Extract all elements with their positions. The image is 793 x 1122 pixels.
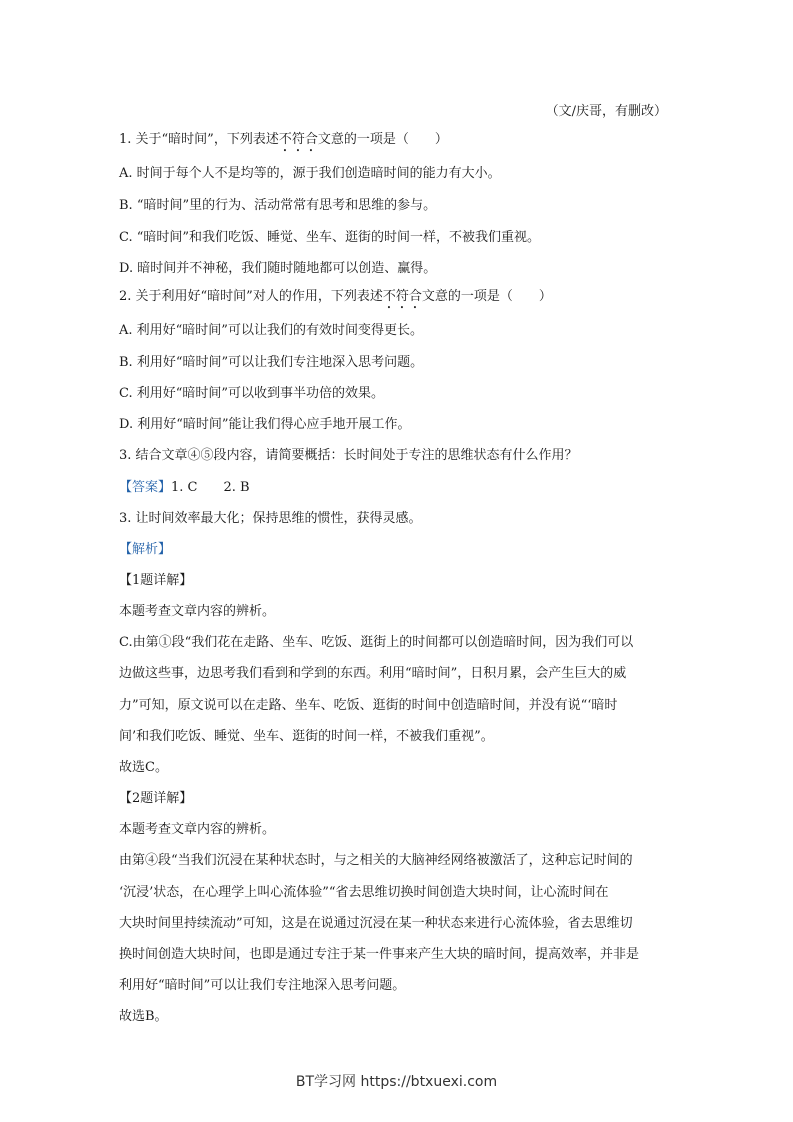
question-2-prefix: 2. 关于利用好“暗时间”对人的作用，下列表述 (119, 289, 383, 304)
question-1-emphasis: 不符合 (278, 132, 318, 147)
question-1 (119, 131, 448, 155)
question-1-suffix: 文意的一项是（ ） (317, 132, 448, 147)
answer-line (119, 479, 250, 497)
question-2-suffix: 文意的一项是（ ） (421, 289, 552, 304)
footer-watermark: BT学习网 https://btxuexi.com (295, 1074, 498, 1090)
detail-2-line: 由第④段“当我们沉浸在某种状态时，与之相关的大脑神经网络被激活了，这种忘记时间的 (119, 853, 633, 868)
detail-2-line: 利用好“暗时间”可以让我们专注地深入思考问题。 (119, 978, 406, 993)
detail-1-line: 力”可知，原文说可以在走路、坐车、吃饭、逛街的时间中创造暗时间，并没有说“‘暗时 (119, 698, 618, 713)
answer-tag: 【答案】 (119, 480, 172, 495)
analysis-tag: 【解析】 (119, 542, 172, 557)
question-1-prefix: 1. 关于“暗时间”，下列表述 (119, 132, 279, 147)
question-3: 3. 结合文章④⑤段内容，请简要概括：长时间处于专注的思维状态有什么作用？ (119, 448, 578, 463)
detail-1-line: C.由第①段“我们花在走路、坐车、吃饭、逛街上的时间都可以创造暗时间，因为我们可以 (119, 635, 634, 650)
q1-option-c: C. “暗时间”和我们吃饭、睡觉、坐车、逛街的时间一样，不被我们重视。 (119, 230, 541, 245)
detail-2-title: 【2题详解】 (119, 791, 193, 806)
question-2-emphasis: 不符合 (382, 289, 422, 304)
q1-option-b: B. “暗时间”里的行为、活动常常有思考和思维的参与。 (119, 198, 437, 213)
q2-option-a: A. 利用好“暗时间”可以让我们的有效时间变得更长。 (119, 323, 423, 338)
detail-2-conclusion: 故选B。 (119, 1009, 168, 1024)
detail-2-intro: 本题考查文章内容的辨析。 (119, 822, 276, 837)
answer-text: 1. C 2. B (171, 480, 250, 495)
question-2 (119, 288, 552, 312)
detail-1-intro: 本题考查文章内容的辨析。 (119, 604, 276, 619)
q1-option-a: A. 时间于每个人不是均等的，源于我们创造暗时间的能力有大小。 (119, 166, 501, 181)
detail-1-title: 【1题详解】 (119, 573, 193, 588)
detail-1-conclusion: 故选C。 (119, 760, 168, 775)
detail-2-line: ‘沉浸’状态，在心理学上叫心流体验”“省去思维切换时间创造大块时间，让心流时间在 (119, 885, 609, 900)
answer-3: 3. 让时间效率最大化；保持思维的惯性，获得灵感。 (119, 511, 422, 526)
detail-2-line: 大块时间里持续流动”可知，这是在说通过沉浸在某一种状态来进行心流体验，省去思维切 (119, 916, 633, 931)
detail-1-line: 边做这些事，边思考我们看到和学到的东西。利用“暗时间”，日积月累，会产生巨大的威 (119, 666, 627, 681)
q1-option-d: D. 暗时间并不神秘，我们随时随地都可以创造、赢得。 (119, 261, 437, 276)
q2-option-c: C. 利用好“暗时间”可以收到事半功倍的效果。 (119, 386, 385, 401)
detail-1-line: 间’和我们吃饭、睡觉、坐车、逛街的时间一样，不被我们重视”。 (119, 729, 494, 744)
source-attribution: （文/庆哥，有删改） (545, 104, 667, 119)
q2-option-b: B. 利用好“暗时间”可以让我们专注地深入思考问题。 (119, 355, 424, 370)
detail-2-line: 换时间创造大块时间，也即是通过专注于某一件事来产生大块的暗时间，提高效率，并非是 (119, 947, 640, 962)
q2-option-d: D. 利用好“暗时间”能让我们得心应手地开展工作。 (119, 417, 411, 432)
